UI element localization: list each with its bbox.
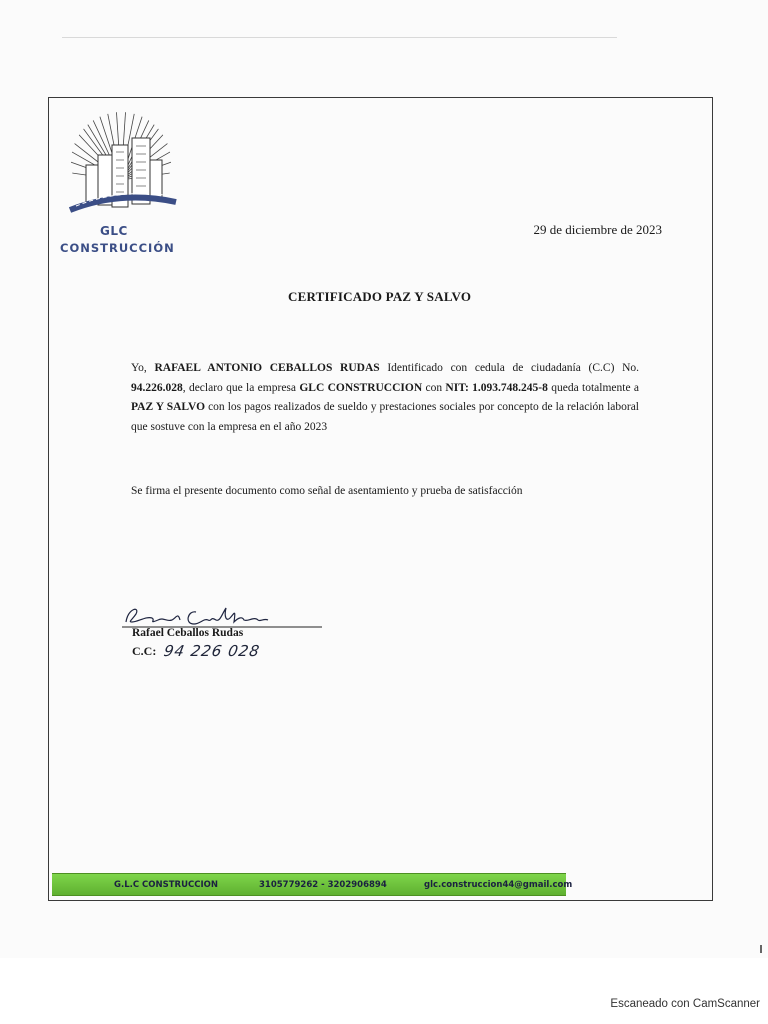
paragraph-text: Identificado con cedula de ciudadanía (C.C) No. (379, 362, 640, 374)
footer-company: G.L.C CONSTRUCCION (114, 879, 218, 890)
footer-phones: 3105779262 - 3202906894 (259, 879, 387, 890)
closing-statement: Se firma el presente documento como señal de asentamiento y prueba de satisfacción (131, 485, 523, 497)
employee-id: 94.226.028 (131, 381, 183, 394)
signer-name: Rafael Ceballos Rudas (132, 627, 244, 639)
certificate-paragraph (131, 359, 639, 437)
city-skyline-icon (56, 110, 186, 218)
scan-edge-mark (760, 945, 762, 953)
company-nit: NIT: 1.093.748.245-8 (445, 381, 548, 394)
logo-glc-text: GLC (100, 224, 128, 238)
employee-name: RAFAEL ANTONIO CEBALLOS RUDAS (154, 362, 380, 374)
document-title: CERTIFICADO PAZ Y SALVO (288, 289, 472, 304)
footer-contact-bar (52, 873, 573, 896)
paragraph-text: con (422, 381, 446, 394)
top-divider (62, 37, 617, 38)
paragraph-text: , declaro que la empresa (182, 381, 300, 394)
cc-handwritten-number: 94 226 028 (162, 642, 262, 660)
logo-company-text: CONSTRUCCIÓN (60, 241, 175, 255)
paragraph-text: queda totalmente a (547, 381, 639, 394)
signer-id-row (132, 640, 260, 662)
status-text: PAZ Y SALVO (131, 401, 206, 413)
camscanner-watermark: Escaneado con CamScanner (610, 998, 760, 1010)
footer-email: glc.construccion44@gmail.com (424, 879, 573, 890)
cc-label: C.C: (132, 643, 157, 658)
paragraph-text: con los pagos realizados de sueldo y prestaciones sociales por concepto de la relación laboral que sostuve con la empresa en el año 2023 (131, 401, 639, 433)
company-name: GLC CONSTRUCCION (299, 381, 423, 394)
document-date: 29 de diciembre de 2023 (533, 222, 662, 237)
paragraph-text: Yo, (131, 362, 155, 374)
